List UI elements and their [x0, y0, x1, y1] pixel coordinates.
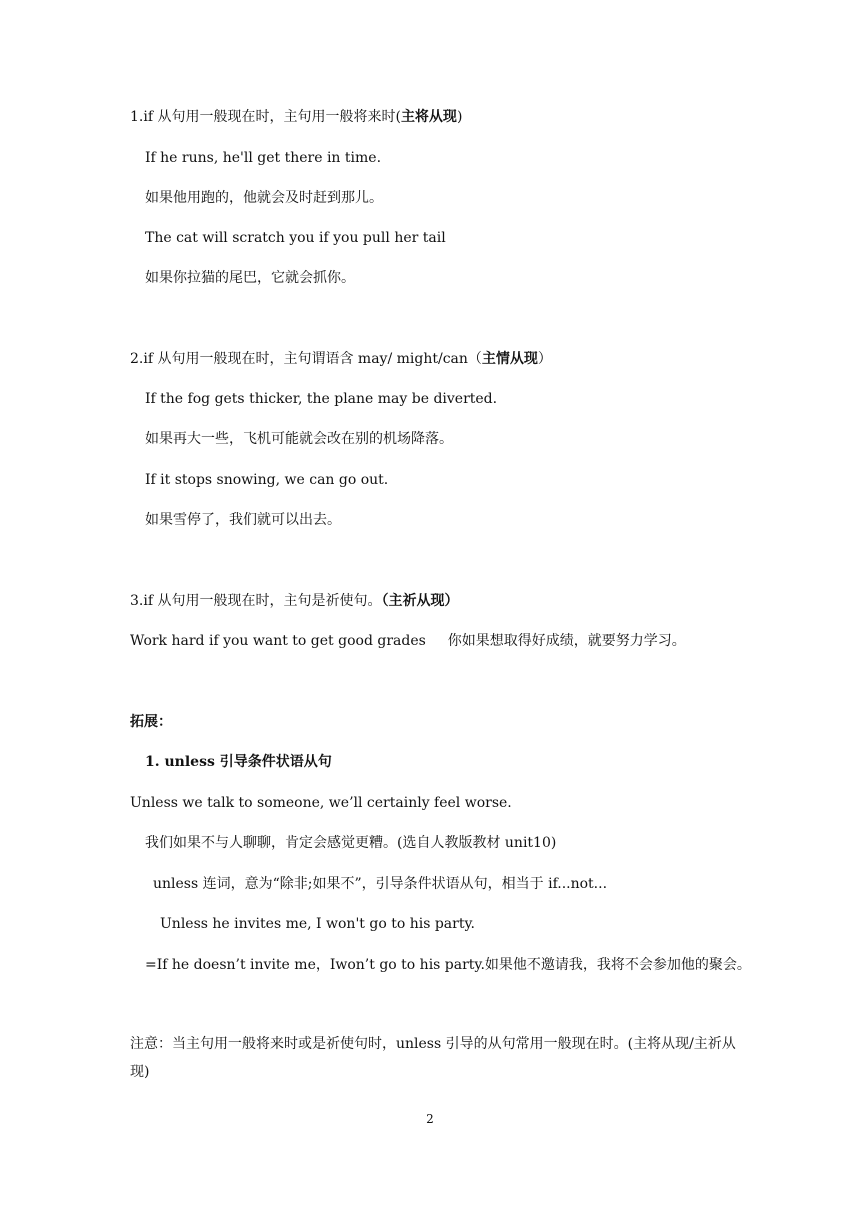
extension-definition: unless 连词，意为“除非;如果不”，引导条件状语从句，相当于 if...not...: [153, 876, 608, 892]
section2-example2-en: If it stops snowing, we can go out.: [145, 472, 389, 488]
section1-heading: [130, 107, 462, 127]
section2-heading-text: 2.if 从句用一般现在时，主句谓语含 may/ might/can（: [130, 351, 482, 367]
extension-example2-equivalent: =If he doesn’t invite me，Iwon’t go to his party.如果他不邀请我，我将不会参加他的聚会。: [145, 957, 751, 973]
section1-example1-en: If he runs, he'll get there in time.: [145, 150, 382, 166]
section2-example1-en: If the fog gets thicker, the plane may be diverted.: [145, 391, 498, 407]
section1-heading-tail: ): [456, 109, 463, 125]
section2-example2-zh: 如果雪停了，我们就可以出去。: [145, 512, 341, 528]
note-paragraph: 注意：当主句用一般将来时或是祈使句时，unless 引导的从句常用一般现在时。(主将从现/主祈从现): [130, 1036, 736, 1080]
section3-heading-text: 3.if 从句用一般现在时，主句是祈使句。: [130, 593, 382, 609]
section1-example1-zh: 如果他用跑的，他就会及时赶到那儿。: [145, 190, 383, 206]
section3-example: [130, 631, 686, 651]
section3-heading-rule: （主祈从现）: [381, 593, 459, 609]
extension-example-en: Unless we talk to someone, we’ll certainly feel worse.: [130, 795, 512, 811]
extension-subheading: 1. unless 引导条件状语从句: [145, 754, 332, 770]
extension-example-zh: 我们如果不与人聊聊，肯定会感觉更糟。(选自人教版教材 unit10): [145, 835, 557, 851]
section2-heading-tail: ）: [537, 351, 552, 367]
section2-heading: [130, 349, 552, 369]
section3-example-zh: 你如果想取得好成绩，就要努力学习。: [447, 633, 686, 649]
page-number: 2: [426, 1112, 434, 1126]
section1-heading-rule: 主将从现: [400, 109, 457, 125]
section2-example1-zh: 如果再大一些，飞机可能就会改在别的机场降落。: [145, 431, 453, 447]
extension-title: 拓展：: [130, 714, 172, 730]
section1-heading-text: 1.if 从句用一般现在时，主句用一般将来时(: [130, 109, 401, 125]
section3-example-en: Work hard if you want to get good grades: [130, 633, 426, 649]
section1-example2-zh: 如果你拉猫的尾巴，它就会抓你。: [145, 270, 355, 286]
section2-heading-rule: 主情从现: [481, 351, 538, 367]
section1-example2-en: The cat will scratch you if you pull her tail: [145, 230, 446, 246]
extension-example2-en: Unless he invites me, I won't go to his party.: [160, 916, 475, 932]
section3-heading: [130, 591, 458, 611]
